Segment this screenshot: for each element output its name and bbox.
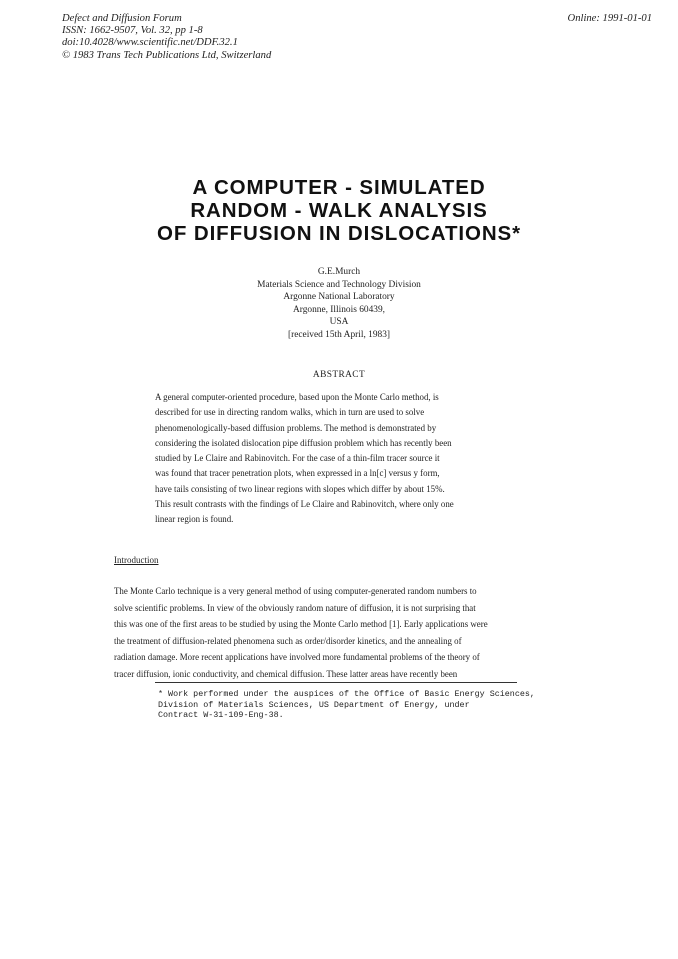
abstract-text [155, 390, 527, 528]
title-line-3: OF DIFFUSION IN DISLOCATIONS* [157, 222, 521, 245]
body-line: The Monte Carlo technique is a very general method of using computer-generated random numbers to [114, 586, 477, 596]
received-date: [received 15th April, 1983] [287, 329, 391, 340]
journal-name: Defect and Diffusion Forum [62, 13, 182, 24]
footnote [158, 689, 535, 721]
footnote-line: Contract W-31-109-Eng-38. [158, 710, 284, 721]
abstract-line: have tails consisting of two linear regions with slopes which differ by about 15%. [155, 483, 445, 494]
abstract-line: described for use in directing random walks, which in turn are used to solve [155, 407, 425, 418]
affiliation-line: Argonne National Laboratory [283, 292, 395, 302]
introduction-heading: Introduction [114, 555, 159, 565]
author-block [0, 266, 678, 341]
body-line: radiation damage. More recent applications have involved more fundamental problems of the theory of [114, 652, 480, 662]
footnote-divider [155, 682, 517, 683]
body-line: the treatment of diffusion-related phenomena such as order/disorder kinetics, and the annealing of [114, 635, 462, 646]
doi-line: doi:10.4028/www.scientific.net/DDF.32.1 [62, 37, 238, 49]
abstract-line: linear region is found. [155, 514, 234, 525]
abstract-line: This result contrasts with the findings of Le Claire and Rabinovitch, where only one [155, 499, 454, 510]
issn-line: ISSN: 1662-9507, Vol. 32, pp 1-8 [62, 25, 203, 37]
affiliation-line: USA [329, 317, 349, 327]
abstract-heading: ABSTRACT [312, 370, 366, 380]
affiliation-line: Argonne, Illinois 60439, [292, 304, 385, 315]
body-line: this was one of the first areas to be studied by using the Monte Carlo method [1]. Early applications were [114, 619, 488, 629]
abstract-line: A general computer-oriented procedure, based upon the Monte Carlo method, is [155, 392, 439, 402]
body-line: tracer diffusion, ionic conductivity, and chemical diffusion. These latter areas have recently been [114, 668, 458, 679]
body-line: solve scientific problems. In view of the obviously random nature of diffusion, it is not surprising that [114, 602, 476, 613]
footnote-line: Division of Materials Sciences, US Department of Energy, under [158, 699, 470, 710]
introduction-text [114, 583, 560, 682]
abstract-line: phenomenologically-based diffusion problems. The method is demonstrated by [155, 422, 437, 433]
online-date: Online: 1991-01-01 [567, 13, 652, 24]
abstract-line: considering the isolated dislocation pipe diffusion problem which has recently been [155, 437, 452, 448]
footnote-line: * Work performed under the auspices of the Office of Basic Energy Sciences, [158, 689, 535, 699]
affiliation-line: Materials Science and Technology Division [257, 279, 421, 290]
title-line-2: RANDOM - WALK ANALYSIS [190, 199, 488, 222]
abstract-line: studied by Le Claire and Rabinovitch. For the case of a thin-film tracer source it [155, 453, 440, 464]
paper-title [0, 176, 678, 245]
abstract-line: was found that tracer penetration plots, when expressed in a ln[c] versus y form, [155, 468, 440, 479]
title-line-1: A COMPUTER - SIMULATED [192, 176, 486, 199]
copyright-line: © 1983 Trans Tech Publications Ltd, Switzerland [62, 49, 272, 61]
journal-header [62, 13, 482, 62]
author-name: G.E.Murch [317, 267, 361, 277]
